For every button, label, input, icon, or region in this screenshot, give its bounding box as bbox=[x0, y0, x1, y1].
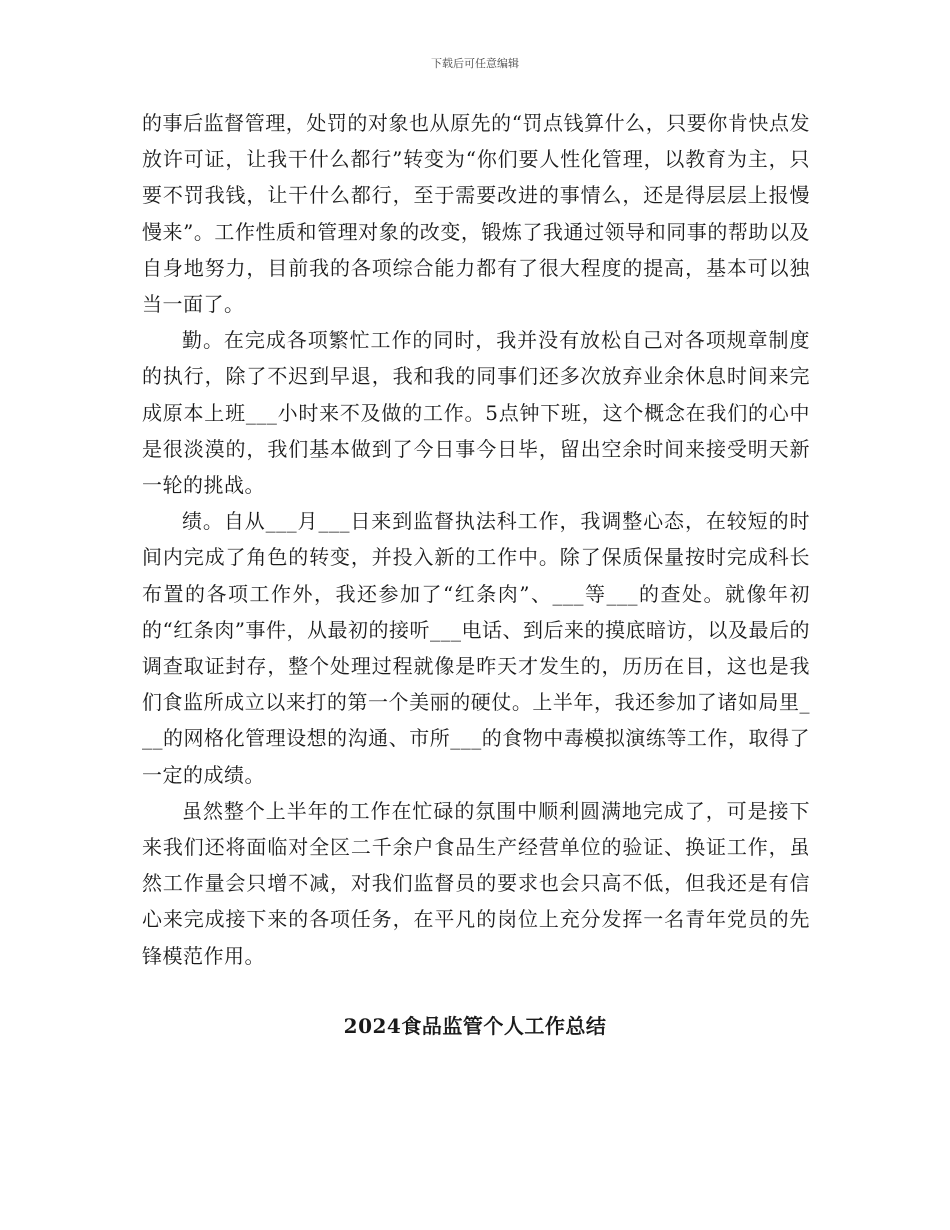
page-header-note: 下载后可任意编辑 bbox=[431, 57, 519, 70]
paragraph-3: 绩。自从___月___日来到监督执法科工作，我调整心态，在较短的时间内完成了角色的转变，并投入新的工作中。除了保质保量按时完成科长布置的各项工作外，我还参加了“红条肉”、___等___的查处。就像年初的“红条肉”事件，从最初的接听___电话、到后来的摸底暗访，以及最后的调查取证封存，整个处理过程就像是昨天才发生的，历历在目，这也是我们食监所成立以来打的第一个美丽的硬仗。上半年，我还参加了诸如局里___的网格化管理设想的沟通、市所___的食物中毒模拟演练等工作，取得了一定的成绩。 bbox=[142, 509, 810, 787]
section-title: 2024食品监管个人工作总结 bbox=[343, 1014, 607, 1038]
paragraph-1: 的事后监督管理，处罚的对象也从原先的“罚点钱算什么，只要你肯快点发放许可证，让我干什么都行”转变为“你们要人性化管理，以教育为主，只要不罚我钱，让干什么都行，至于需要改进的事情么，还是得层层上报慢慢来”。工作性质和管理对象的改变，锻炼了我通过领导和同事的帮助以及自身地努力，目前我的各项综合能力都有了很大程度的提高，基本可以独当一面了。 bbox=[142, 111, 810, 317]
paragraph-4: 虽然整个上半年的工作在忙碌的氛围中顺利圆满地完成了，可是接下来我们还将面临对全区二千余户食品生产经营单位的验证、换证工作，虽然工作量会只增不减，对我们监督员的要求也会只高不低，但我还是有信心来完成接下来的各项任务，在平凡的岗位上充分发挥一名青年党员的先锋模范作用。 bbox=[142, 798, 810, 968]
paragraph-2: 勤。在完成各项繁忙工作的同时，我并没有放松自己对各项规章制度的执行，除了不迟到早退，我和我的同事们还多次放弃业余休息时间来完成原本上班___小时来不及做的工作。5点钟下班，这个概念在我们的心中是很淡漠的，我们基本做到了今日事今日毕，留出空余时间来接受明天新一轮的挑战。 bbox=[142, 328, 810, 498]
document-body bbox=[142, 105, 810, 974]
